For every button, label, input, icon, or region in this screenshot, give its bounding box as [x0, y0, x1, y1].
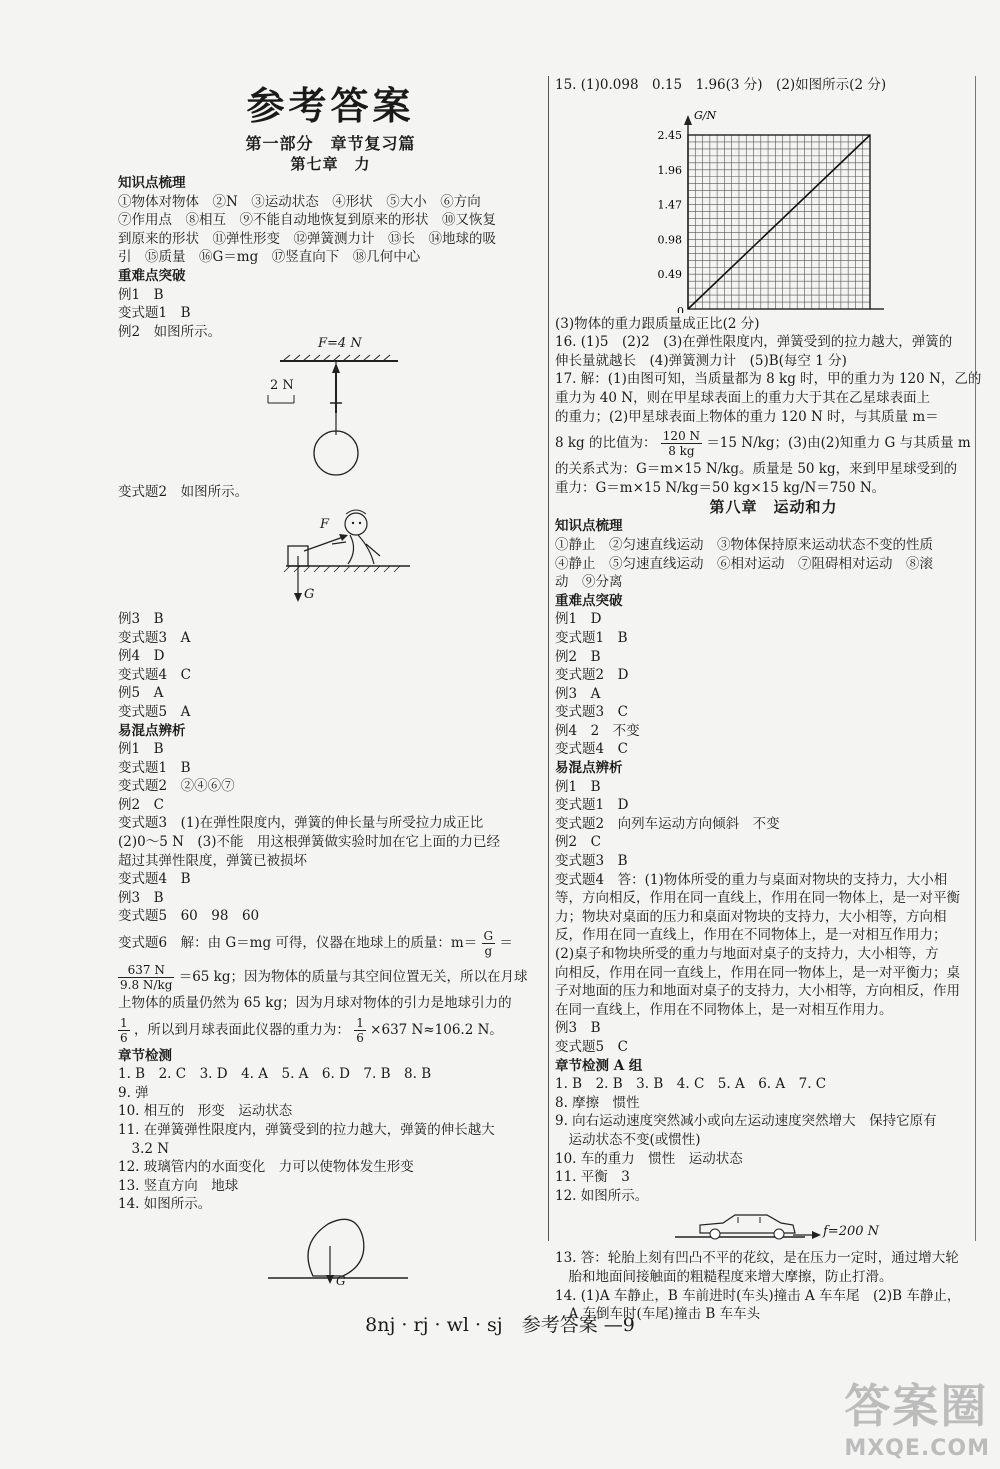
answer-line: 上物体的质量仍然为 65 kg；因为月球对物体的引力是地球引力的 — [118, 995, 512, 1012]
answer-line: ⑦作用点 ⑧相互 ⑨不能自动地恢复到原来的形状 ⑩又恢复 — [118, 212, 496, 229]
answer-line: 15. (1)0.098 0.15 1.96(3 分) (2)如图所示(2 分) — [555, 77, 887, 93]
answer-line: 变式题4 C — [555, 741, 628, 758]
page-footer: 8nj · rj · wl · sj 参考答案 —9 — [365, 1314, 635, 1336]
column-divider — [548, 76, 549, 1241]
fraction — [661, 429, 702, 458]
page-title: 参考答案 — [246, 83, 415, 128]
series-line — [688, 135, 870, 309]
solution-line — [118, 960, 543, 994]
answer-line: 超过其弹性限度，弹簧已被损坏 — [118, 852, 307, 869]
answer-line: 力；物块对桌面的压力和桌面对物块的支持力，大小相等，方向相 — [555, 908, 947, 925]
numerator: 120 N — [662, 429, 701, 444]
answer-line: 13. 竖直方向 地球 — [118, 1177, 239, 1194]
section-heading: 易混点辨析 — [555, 760, 623, 777]
denominator: 9.8 N/kg — [120, 978, 173, 993]
answer-line: 变式题5 60 98 60 — [118, 908, 260, 925]
answer-line: 重力为 40 N，则在甲星球表面上的重力大于其在乙星球表面上 — [555, 389, 931, 406]
gravity-label: G — [304, 586, 315, 602]
answer-line: 运动状态不变(或惯性) — [555, 1131, 701, 1148]
answer-line: 12. 如图所示。 — [555, 1187, 649, 1204]
answer-line: 反，作用在同一直线上，作用在不同物体上，是一对相互作用力； — [555, 927, 947, 944]
scale-label: 2 N — [270, 378, 294, 394]
section-heading: 易混点辨析 — [118, 722, 186, 739]
answer-line: 11. 平衡 3 — [555, 1169, 630, 1186]
answer-line: (2)桌子和物块所受的重力与地面对桌子的支持力，大小相等，方 — [555, 946, 939, 962]
answer-line: 变式题1 B — [555, 629, 628, 646]
answer-line: 动 ⑨分离 — [555, 574, 623, 591]
part-title: 第一部分 章节复习篇 — [245, 134, 416, 153]
answer-line: 例2 如图所示。 — [118, 323, 222, 340]
answer-line: 例2 B — [555, 648, 601, 665]
watermark — [844, 1370, 990, 1461]
y-tick-label: 1.96 — [657, 163, 682, 177]
answer-line: 例4 D — [118, 648, 165, 665]
answer-line: 变式题1 D — [555, 797, 629, 814]
pull-force-label: F — [320, 516, 330, 532]
weight-mass-chart — [555, 97, 992, 313]
chapter-7-title: 第七章 力 — [290, 155, 371, 173]
watermark-title: 答案圈 — [844, 1379, 989, 1433]
answer-line: 变式题3 (1)在弹性限度内，弹簧的伸长量与所受拉力成正比 — [118, 815, 484, 832]
solution-text: 8 kg 的比值为： — [555, 435, 657, 452]
figure-car — [555, 1207, 992, 1247]
right-column — [555, 76, 992, 1324]
answer-line: 8. 摩擦 惯性 — [555, 1094, 640, 1111]
answer-line: 变式题4 B — [118, 871, 191, 888]
y-tick-label: 0.49 — [657, 267, 682, 281]
answer-line: 变式题5 C — [555, 1038, 628, 1055]
y-axis-arrow — [684, 115, 692, 125]
numerator: G — [483, 929, 494, 944]
solution-line — [118, 1013, 543, 1047]
answer-line: 例3 B — [555, 1020, 601, 1037]
y-tick-label: 0.98 — [657, 232, 682, 246]
section-heading: 重难点突破 — [118, 267, 186, 284]
answer-line: 引 ⑮质量 ⑯G＝mg ⑰竖直向下 ⑱几何中心 — [118, 249, 421, 266]
answer-line: 变式题2 向列车运动方向倾斜 不变 — [555, 815, 780, 832]
answer-line: 变式题4 答：(1)物体所受的重力与桌面对物块的支持力，大小相 — [555, 871, 948, 888]
y-tick-label: 1.47 — [657, 198, 682, 212]
answer-line: 例3 B — [118, 889, 164, 906]
answer-line: 1. B 2. B 3. B 4. C 5. A 6. A 7. C — [555, 1076, 827, 1093]
section-heading: 知识点梳理 — [555, 518, 623, 535]
answer-line: 等，方向相反，作用在同一直线上，作用在同一物体上，是一对平衡 — [555, 890, 960, 907]
pulling-box-diagram — [118, 504, 543, 608]
answer-line: 例1 B — [118, 741, 164, 758]
chart-figure — [555, 97, 992, 313]
fraction — [482, 929, 496, 958]
answer-line: 例2 C — [555, 834, 601, 851]
y-tick-label: 2.45 — [657, 128, 682, 142]
answer-line: 子对地面的压力和地面对桌子的支持力，大小相等，方向相反，作用 — [555, 983, 960, 1000]
answer-line: 胎和地面间接触面的粗糙程度来增大摩擦，防止打滑。 — [555, 1268, 893, 1285]
answer-line: ①物体对物体 ②N ③运动状态 ④形状 ⑤大小 ⑥方向 — [118, 193, 481, 210]
solution-text: ，所以到月球表面此仪器的重力为： — [133, 1021, 350, 1038]
solution-text: ＝15 N/kg；(3)由(2)知重力 G 与其质量 m — [706, 435, 971, 452]
answer-line: 例1 D — [555, 611, 602, 628]
figure-hanging-ball — [118, 336, 543, 481]
answer-line: 17. 解：(1)由图可知，当质量都为 8 kg 时，甲的重力为 120 N，乙的 — [555, 371, 982, 388]
answer-line: 向相反，作用在同一直线上，作用在同一物体上，是一对平衡力；桌 — [555, 964, 960, 981]
answer-line: 3.2 N — [118, 1140, 170, 1157]
denominator: 8 kg — [668, 444, 695, 459]
answer-line: 12. 玻璃管内的水面变化 力可以使物体发生形变 — [118, 1159, 414, 1176]
fraction — [118, 1016, 130, 1045]
answer-line: 例2 C — [118, 796, 164, 813]
answer-line: 变式题5 A — [118, 703, 191, 720]
answer-line: 例5 A — [118, 685, 164, 702]
force-label: F=4 N — [318, 336, 362, 352]
answer-line: 14. 如图所示。 — [118, 1196, 212, 1213]
section-heading: 知识点梳理 — [118, 175, 186, 191]
answer-line: 变式题3 A — [118, 629, 191, 646]
fraction — [354, 1016, 366, 1045]
section-heading: 章节检测 — [118, 1047, 172, 1064]
solution-text: 变式题6 解：由 G＝mg 可得，仪器在地球上的质量：m＝ — [118, 935, 478, 952]
answer-line: A 车倒车时(车尾)撞击 B 车车头 — [555, 1306, 761, 1323]
potato-diagram — [118, 1216, 543, 1288]
answer-line: 到原来的形状 ⑪弹性形变 ⑫弹簧测力计 ⑬长 ⑭地球的吸 — [118, 230, 496, 247]
answer-line: 9. 弹 — [118, 1084, 149, 1101]
solution-text: ＝65 kg；因为物体的质量与其空间位置无关，所以在月球 — [178, 969, 528, 986]
answer-line: 例1 B — [118, 286, 164, 303]
y-axis-title: G/N — [694, 108, 717, 122]
answer-line: 14. (1)A 车静止，B 车前进时(车头)撞击 A 车车尾 (2)B 车静止， — [555, 1287, 961, 1304]
watermark-url: MXQE.COM — [844, 1436, 990, 1461]
origin-label: 0 — [677, 304, 684, 313]
answer-line: ④静止 ⑤匀速直线运动 ⑥相对运动 ⑦阻碍相对运动 ⑧滚 — [555, 555, 933, 572]
solution-text: ×637 N≈106.2 N。 — [370, 1021, 503, 1038]
answer-line: 的关系式为：G＝m×15 N/kg。质量是 50 kg，来到甲星球受到的 — [555, 461, 958, 478]
answer-line: 例3 A — [555, 685, 601, 702]
answer-line: 变式题3 C — [555, 704, 628, 721]
fraction — [118, 963, 174, 992]
answer-line: 重力：G＝m×15 N/kg＝50 kg×15 kg/N＝750 N。 — [555, 479, 886, 496]
figure-potato — [118, 1216, 543, 1288]
denominator: g — [484, 944, 493, 959]
solution-text: ＝ — [499, 935, 513, 952]
answer-line: 11. 在弹簧弹性限度内，弹簧受到的拉力越大，弹簧的伸长越大 — [118, 1122, 495, 1138]
chapter-8-title: 第八章 运动和力 — [709, 498, 838, 517]
answer-line: 变式题2 D — [555, 667, 629, 684]
answer-line: 10. 相互的 形变 运动状态 — [118, 1103, 293, 1120]
left-column — [118, 82, 543, 1290]
gravity-label: G — [336, 1273, 346, 1288]
section-heading: 章节检测 A 组 — [555, 1057, 643, 1074]
answer-line: 变式题4 C — [118, 666, 191, 683]
answer-line: 1. B 2. C 3. D 4. A 5. A 6. D 7. B 8. B — [118, 1066, 432, 1083]
friction-label: f=200 N — [823, 1224, 880, 1240]
car-diagram — [555, 1207, 992, 1247]
denominator: 6 — [356, 1030, 364, 1045]
answer-line: 例4 2 不变 — [555, 722, 640, 739]
answer-line: 10. 车的重力 惯性 运动状态 — [555, 1150, 743, 1167]
answer-line: (2)0～5 N (3)不能 用这根弹簧做实验时加在它上面的力已经 — [118, 834, 501, 851]
solution-line — [118, 926, 543, 960]
numerator: 1 — [120, 1015, 128, 1030]
answer-line: 变式题3 B — [555, 853, 628, 870]
answer-line: 在同一直线上，作用在不同物体上，是一对相互作用力。 — [555, 1001, 893, 1018]
numerator: 1 — [356, 1015, 364, 1030]
answer-line: 9. 向右运动速度突然减小或向左运动速度突然增大 保持它原有 — [555, 1113, 937, 1130]
figure-pulling-box — [118, 504, 543, 608]
numerator: 637 N — [118, 963, 174, 978]
answer-line: ①静止 ②匀速直线运动 ③物体保持原来运动状态不变的性质 — [555, 536, 933, 553]
answer-line: 变式题1 B — [118, 305, 191, 322]
answer-line: 16. (1)5 (2)2 (3)在弹性限度内，弹簧受到的拉力越大，弹簧的 — [555, 334, 953, 351]
answer-line: 变式题1 B — [118, 759, 191, 776]
answer-line: 13. 答：轮胎上刻有凹凸不平的花纹，是在压力一定时，通过增大轮 — [555, 1250, 959, 1267]
solution-line — [555, 426, 992, 460]
answer-line: 例3 B — [118, 610, 164, 627]
answer-line: 的重力；(2)甲星球表面上物体的重力 120 N 时，与其质量 m＝ — [555, 408, 939, 425]
answer-line: (3)物体的重力跟质量成正比(2 分) — [555, 315, 760, 332]
answer-line: 伸长量就越长 (4)弹簧测力计 (5)B(每空 1 分) — [555, 352, 847, 369]
section-heading: 重难点突破 — [555, 592, 623, 609]
answer-line: 例1 B — [555, 778, 601, 795]
denominator: 6 — [120, 1030, 128, 1045]
hanging-ball-diagram — [118, 343, 543, 481]
answer-line: 变式题2 如图所示。 — [118, 484, 249, 501]
answer-line: 变式题2 ②④⑥⑦ — [118, 778, 235, 795]
